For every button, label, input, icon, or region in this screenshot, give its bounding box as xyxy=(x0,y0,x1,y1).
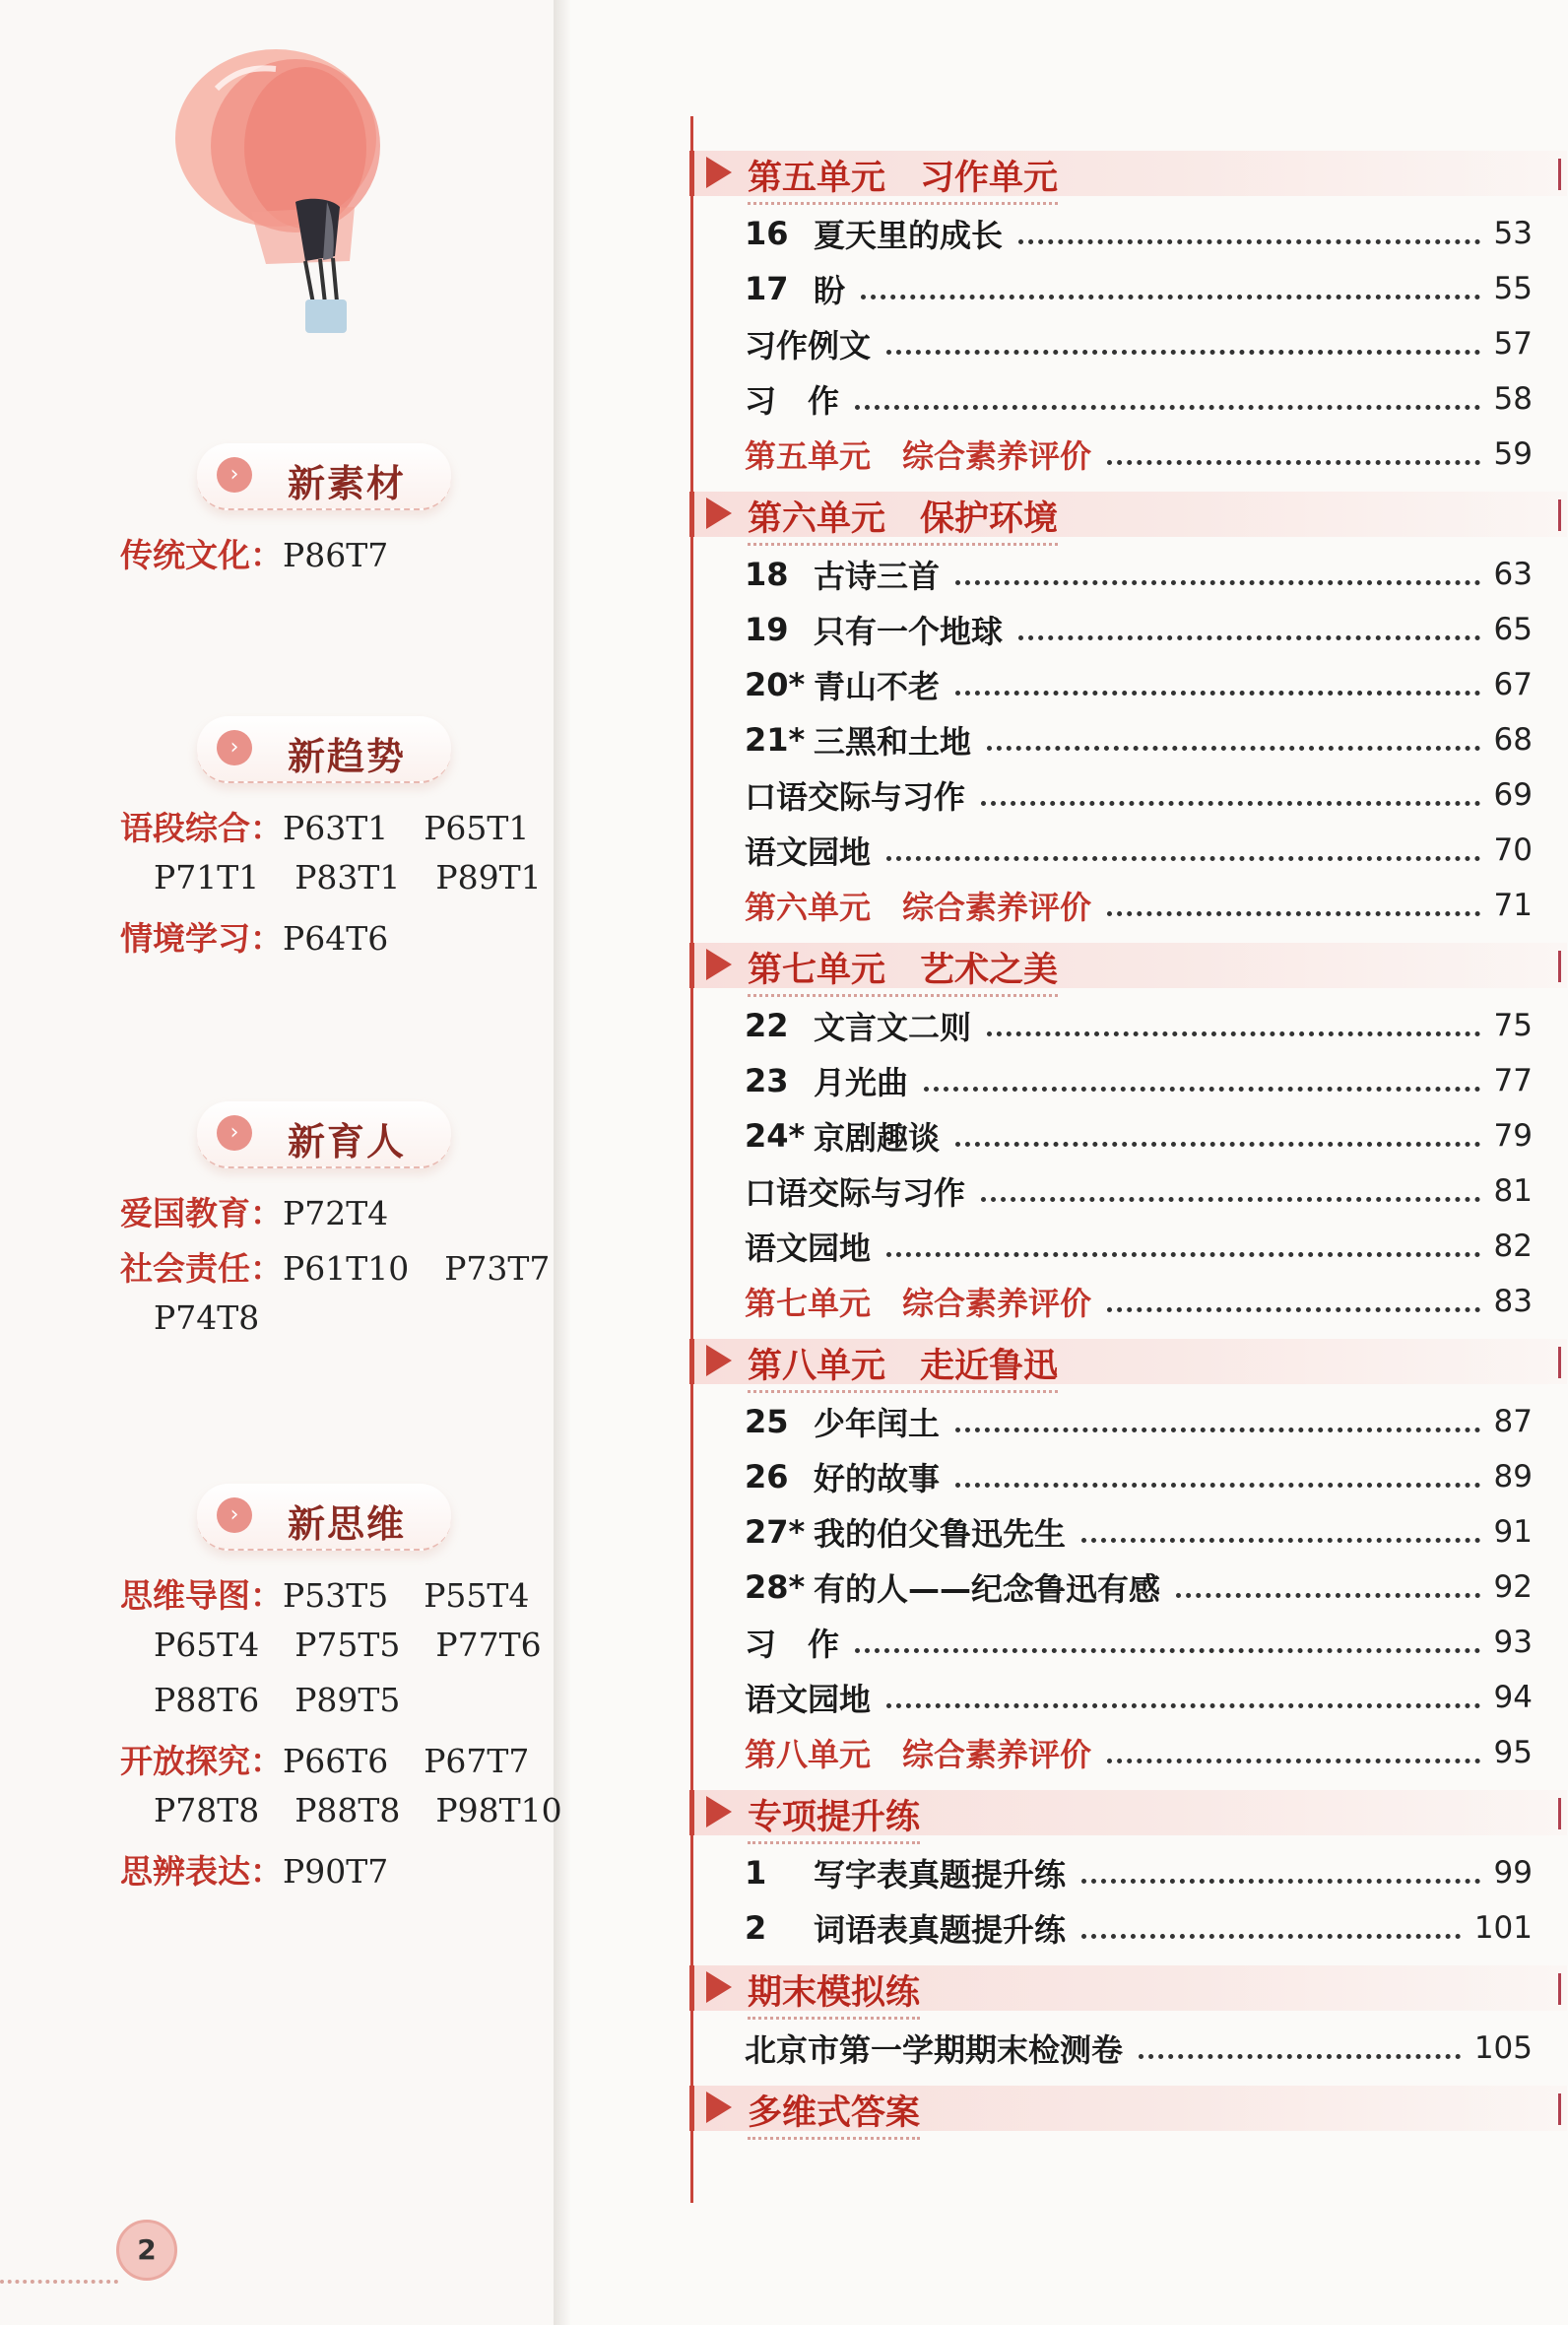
sidebar-ref-line xyxy=(120,803,564,849)
toc-entry-page: 69 xyxy=(1493,777,1533,813)
sidebar-ref-line xyxy=(154,858,577,897)
toc-entry-title: 习作例文 xyxy=(745,327,872,365)
toc-unit-header xyxy=(689,492,1567,537)
toc-entry-page: 58 xyxy=(1493,381,1533,417)
sidebar-page-ref: P65T1 xyxy=(424,809,530,847)
toc-entry-title: 北京市第一学期期末检测卷 xyxy=(745,2031,1124,2069)
toc-unit-title: 专项提升练 xyxy=(748,1790,920,1844)
sidebar-page-ref: P78T8 xyxy=(154,1791,260,1829)
dot-leader xyxy=(987,1031,1480,1036)
sidebar-ref-label: 思辨表达： xyxy=(120,1852,283,1891)
sidebar-section-title: 新素材 xyxy=(288,461,407,505)
toc-entry xyxy=(745,1619,1533,1666)
sidebar-page-ref: P55T4 xyxy=(424,1576,530,1615)
toc-entry-number: 18 xyxy=(745,556,789,593)
sidebar-page-ref: P71T1 xyxy=(154,858,260,897)
sidebar-page-ref: P83T1 xyxy=(294,858,401,897)
toc-entry xyxy=(745,1729,1533,1776)
sidebar-page-ref: P66T6 xyxy=(283,1742,389,1780)
sidebar-section-title: 新趋势 xyxy=(288,734,407,778)
toc-entry-title: 写字表真题提升练 xyxy=(814,1856,1067,1893)
toc-entry-title: 好的故事 xyxy=(814,1460,941,1497)
toc-entry xyxy=(745,210,1533,257)
toc-entry-page: 55 xyxy=(1493,271,1533,306)
toc-entry-page: 77 xyxy=(1493,1063,1533,1098)
dot-leader xyxy=(855,405,1480,410)
toc-entry xyxy=(745,2025,1533,2072)
sidebar-page-ref: P72T4 xyxy=(283,1194,389,1232)
toc-entry-title: 只有一个地球 xyxy=(814,613,1004,650)
sidebar-page-ref: P88T6 xyxy=(154,1681,260,1719)
toc-entry xyxy=(745,551,1533,598)
hot-air-balloon-illustration xyxy=(158,49,424,374)
sidebar-ref-label: 开放探究： xyxy=(120,1742,283,1780)
toc-entry-page: 105 xyxy=(1473,2030,1533,2066)
toc-entry-number: 19 xyxy=(745,611,789,648)
unit-end-bar xyxy=(1558,499,1561,531)
sidebar-section-header xyxy=(197,1484,451,1551)
dot-leader xyxy=(955,1142,1480,1147)
toc-entry-title: 月光曲 xyxy=(814,1064,909,1101)
chevron-right-icon: › xyxy=(217,1115,252,1151)
toc-entry-number: 22 xyxy=(745,1007,789,1044)
play-triangle-icon xyxy=(706,1796,732,1827)
toc-entry xyxy=(745,1398,1533,1445)
toc-entry-title: 我的伯父鲁迅先生 xyxy=(814,1515,1067,1553)
sidebar-ref-line xyxy=(120,1846,424,1893)
dot-leader xyxy=(1107,1759,1480,1763)
toc-entry-page: 59 xyxy=(1493,436,1533,472)
toc-entry xyxy=(745,771,1533,819)
sidebar-page-ref: P88T8 xyxy=(294,1791,401,1829)
sidebar-section-header xyxy=(197,443,451,510)
toc-entry-title: 语文园地 xyxy=(745,1229,872,1267)
toc-entry xyxy=(745,661,1533,708)
toc-vertical-rule xyxy=(690,116,693,2203)
dot-leader xyxy=(886,1252,1480,1257)
toc-unit-title: 期末模拟练 xyxy=(748,1965,920,2020)
toc-entry-number: 26 xyxy=(745,1458,789,1495)
toc-entry xyxy=(745,375,1533,423)
dot-leader xyxy=(886,350,1480,355)
sidebar-page-ref: P73T7 xyxy=(444,1249,551,1288)
toc-entry-title: 有的人——纪念鲁迅有感 xyxy=(814,1570,1161,1608)
toc-entry-number: 21* xyxy=(745,721,806,759)
toc-unit-title: 第六单元 保护环境 xyxy=(748,492,1058,546)
sidebar-ref-label: 传统文化： xyxy=(120,536,283,574)
toc-entry-title: 第五单元 综合素养评价 xyxy=(745,437,1092,475)
toc-entry-page: 91 xyxy=(1493,1514,1533,1550)
toc-entry-page: 93 xyxy=(1493,1625,1533,1660)
unit-end-bar xyxy=(1558,1347,1561,1378)
sidebar-ref-line xyxy=(120,1570,564,1617)
toc-entry-number: 24* xyxy=(745,1117,806,1155)
toc-entry-title: 语文园地 xyxy=(745,1681,872,1718)
toc-entry xyxy=(745,716,1533,764)
sidebar-section-header xyxy=(197,716,451,783)
sidebar-page-ref: P90T7 xyxy=(283,1852,389,1891)
sidebar-ref-line xyxy=(154,1791,598,1829)
toc-entry-title: 词语表真题提升练 xyxy=(814,1911,1067,1949)
unit-end-bar xyxy=(1558,2093,1561,2125)
toc-entry-page: 75 xyxy=(1493,1008,1533,1043)
toc-entry-title: 青山不老 xyxy=(814,668,941,705)
dot-leader xyxy=(955,691,1480,696)
unit-end-bar xyxy=(1558,951,1561,982)
toc-entry-title: 盼 xyxy=(814,272,846,309)
toc-entry xyxy=(745,606,1533,653)
sidebar-ref-label: 思维导图： xyxy=(120,1576,283,1615)
toc-entry-title: 古诗三首 xyxy=(814,558,941,595)
toc-entry-page: 95 xyxy=(1493,1735,1533,1770)
toc-entry-title: 习 作 xyxy=(745,382,840,420)
dot-leader xyxy=(1018,239,1480,244)
toc-entry-page: 99 xyxy=(1493,1855,1533,1891)
toc-entry xyxy=(745,1453,1533,1500)
toc-entry-page: 89 xyxy=(1493,1459,1533,1495)
toc-entry xyxy=(745,320,1533,367)
toc-entry-number: 2 xyxy=(745,1909,767,1947)
toc-unit-title: 多维式答案 xyxy=(748,2086,920,2140)
dot-leader xyxy=(1018,635,1480,640)
sidebar-page-ref: P65T4 xyxy=(154,1626,260,1664)
sidebar-ref-line xyxy=(120,1188,424,1234)
toc-entry-title: 第八单元 综合素养评价 xyxy=(745,1736,1092,1773)
toc-entry-number: 25 xyxy=(745,1403,789,1440)
toc-unit-title: 第七单元 艺术之美 xyxy=(748,943,1058,997)
toc-entry xyxy=(745,882,1533,929)
toc-entry-title: 口语交际与习作 xyxy=(745,1174,966,1212)
dot-leader xyxy=(1107,1307,1480,1312)
toc-unit-title: 第五单元 习作单元 xyxy=(748,151,1058,205)
toc-entry-title: 习 作 xyxy=(745,1626,840,1663)
toc-entry xyxy=(745,1167,1533,1215)
toc-entry xyxy=(745,1563,1533,1611)
chevron-right-icon: › xyxy=(217,457,252,493)
dot-leader xyxy=(987,746,1480,751)
dot-leader xyxy=(955,1428,1480,1432)
dot-leader xyxy=(955,580,1480,585)
toc-entry-number: 23 xyxy=(745,1062,789,1099)
dot-leader xyxy=(981,801,1480,806)
toc-entry xyxy=(745,1674,1533,1721)
sidebar-section-title: 新育人 xyxy=(288,1119,407,1163)
chevron-right-icon: › xyxy=(217,730,252,765)
play-triangle-icon xyxy=(706,157,732,188)
toc-unit-header xyxy=(689,151,1567,196)
toc-entry-title: 第七单元 综合素养评价 xyxy=(745,1285,1092,1322)
sidebar-ref-label: 爱国教育： xyxy=(120,1194,283,1232)
dot-leader xyxy=(981,1197,1480,1202)
toc-entry-page: 101 xyxy=(1473,1910,1533,1946)
toc-entry-page: 87 xyxy=(1493,1404,1533,1439)
page-gutter xyxy=(554,0,571,2325)
toc-entry-title: 京剧趣谈 xyxy=(814,1119,941,1157)
play-triangle-icon xyxy=(706,498,732,529)
sidebar-section-header xyxy=(197,1101,451,1168)
toc-entry xyxy=(745,1112,1533,1160)
dot-leader xyxy=(886,1703,1480,1708)
toc-entry-number: 28* xyxy=(745,1568,806,1606)
sidebar-section-title: 新思维 xyxy=(288,1501,407,1546)
toc-entry-number: 17 xyxy=(745,270,789,307)
sidebar-ref-line xyxy=(154,1626,577,1664)
play-triangle-icon xyxy=(706,1345,732,1376)
play-triangle-icon xyxy=(706,949,732,980)
sidebar-page-ref: P53T5 xyxy=(283,1576,389,1615)
dot-leader xyxy=(1081,1934,1461,1939)
toc-entry-page: 65 xyxy=(1493,612,1533,647)
dot-leader xyxy=(1176,1593,1480,1598)
toc-entry-page: 63 xyxy=(1493,557,1533,592)
sidebar-ref-line xyxy=(154,1681,435,1719)
dot-leader xyxy=(1139,2054,1461,2059)
dot-leader xyxy=(1107,911,1480,916)
sidebar-ref-line xyxy=(154,1298,294,1337)
sidebar-page-ref: P74T8 xyxy=(154,1298,260,1337)
dot-leader xyxy=(1107,460,1480,465)
sidebar-ref-line xyxy=(120,1243,585,1290)
toc-entry xyxy=(745,1904,1533,1952)
toc-entry xyxy=(745,265,1533,312)
toc-entry-page: 71 xyxy=(1493,888,1533,923)
play-triangle-icon xyxy=(706,2092,732,2123)
sidebar-ref-line xyxy=(120,1736,564,1782)
toc-unit-title: 第八单元 走近鲁迅 xyxy=(748,1339,1058,1393)
unit-end-bar xyxy=(1558,1973,1561,2005)
toc-entry xyxy=(745,1057,1533,1104)
toc-entry-title: 少年闰土 xyxy=(814,1405,941,1442)
sidebar-ref-label: 社会责任： xyxy=(120,1249,283,1288)
toc-unit-header xyxy=(689,1339,1567,1384)
toc-entry-page: 68 xyxy=(1493,722,1533,758)
sidebar-page-ref: P89T5 xyxy=(294,1681,401,1719)
play-triangle-icon xyxy=(706,1971,732,2003)
unit-end-bar xyxy=(1558,159,1561,190)
sidebar-page-ref: P86T7 xyxy=(283,536,389,574)
toc-entry-page: 57 xyxy=(1493,326,1533,362)
toc-entry-page: 53 xyxy=(1493,216,1533,251)
toc-entry-page: 79 xyxy=(1493,1118,1533,1154)
toc-entry xyxy=(745,431,1533,478)
toc-entry-page: 70 xyxy=(1493,832,1533,868)
sidebar-page-ref: P98T10 xyxy=(435,1791,562,1829)
toc-entry-page: 81 xyxy=(1493,1173,1533,1209)
toc-unit-header xyxy=(689,2086,1567,2131)
toc-entry-page: 94 xyxy=(1493,1680,1533,1715)
toc-unit-header xyxy=(689,1965,1567,2011)
sidebar-page-ref: P61T10 xyxy=(283,1249,410,1288)
toc-entry-page: 83 xyxy=(1493,1284,1533,1319)
toc-entry xyxy=(745,1002,1533,1049)
toc-entry-number: 1 xyxy=(745,1854,767,1892)
toc-entry-title: 文言文二则 xyxy=(814,1009,972,1046)
toc-entry xyxy=(745,1849,1533,1896)
toc-entry-title: 夏天里的成长 xyxy=(814,217,1004,254)
sidebar-ref-line xyxy=(120,530,424,576)
toc-entry-page: 92 xyxy=(1493,1569,1533,1605)
toc-entry xyxy=(745,827,1533,874)
dot-leader xyxy=(886,856,1480,861)
dot-leader xyxy=(861,295,1480,299)
sidebar-page-ref: P89T1 xyxy=(435,858,542,897)
sidebar-page-ref: P75T5 xyxy=(294,1626,401,1664)
dot-leader xyxy=(1081,1538,1480,1543)
unit-end-bar xyxy=(1558,1798,1561,1829)
toc-entry xyxy=(745,1278,1533,1325)
dot-leader xyxy=(924,1087,1480,1092)
dot-leader xyxy=(955,1483,1480,1488)
sidebar-page-ref: P77T6 xyxy=(435,1626,542,1664)
sidebar-ref-label: 语段综合： xyxy=(120,809,283,847)
sidebar-page-ref: P64T6 xyxy=(283,919,389,958)
toc-entry-number: 27* xyxy=(745,1513,806,1551)
toc-unit-header xyxy=(689,943,1567,988)
toc-entry-page: 82 xyxy=(1493,1229,1533,1264)
toc-entry-title: 口语交际与习作 xyxy=(745,778,966,816)
sidebar-ref-line xyxy=(120,913,424,960)
chevron-right-icon: › xyxy=(217,1497,252,1533)
dot-leader xyxy=(1081,1879,1480,1884)
sidebar-page-ref: P67T7 xyxy=(424,1742,530,1780)
toc-entry-title: 第六单元 综合素养评价 xyxy=(745,889,1092,926)
page-dotted-line xyxy=(0,2280,118,2284)
toc-entry-title: 三黑和土地 xyxy=(814,723,972,761)
toc-entry xyxy=(745,1508,1533,1556)
toc-entry xyxy=(745,1223,1533,1270)
toc-unit-header xyxy=(689,1790,1567,1835)
page-number-badge: 2 xyxy=(116,2220,177,2281)
toc-entry-number: 20* xyxy=(745,666,806,703)
toc-entry-page: 67 xyxy=(1493,667,1533,702)
sidebar-page-ref: P63T1 xyxy=(283,809,389,847)
toc-entry-title: 语文园地 xyxy=(745,833,872,871)
sidebar-ref-label: 情境学习： xyxy=(120,919,283,958)
dot-leader xyxy=(855,1648,1480,1653)
toc-entry-number: 16 xyxy=(745,215,789,252)
